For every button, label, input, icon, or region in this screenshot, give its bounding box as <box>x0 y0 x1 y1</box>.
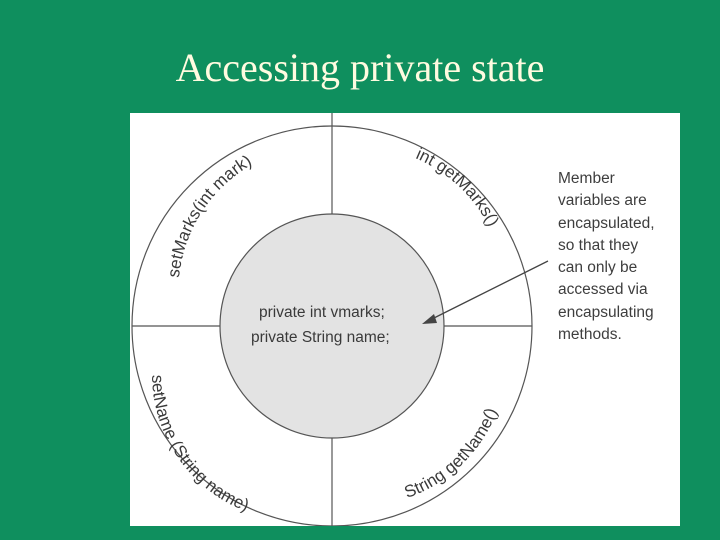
note-line: encapsulating <box>558 303 654 321</box>
note-line: can only be <box>558 259 638 277</box>
note-line: variables are <box>558 192 647 210</box>
note-line: so that they <box>558 236 639 254</box>
inner-circle <box>220 214 444 438</box>
annotation-note <box>558 168 680 346</box>
field-name: private String name; <box>251 329 390 346</box>
method-label-getname: String getName() <box>401 405 501 502</box>
note-line: accessed via <box>558 281 648 299</box>
note-line: Member <box>558 170 615 187</box>
method-label-setmarks: setMarks(int mark) <box>164 151 255 279</box>
encapsulation-diagram <box>130 113 680 526</box>
field-vmarks: private int vmarks; <box>259 304 385 321</box>
note-line: encapsulated, <box>558 214 655 232</box>
method-label-setname: setName (String name) <box>147 374 252 516</box>
note-line: methods. <box>558 326 622 344</box>
method-label-getmarks: int getMarks() <box>413 144 503 230</box>
slide-title: Accessing private state <box>175 45 545 90</box>
